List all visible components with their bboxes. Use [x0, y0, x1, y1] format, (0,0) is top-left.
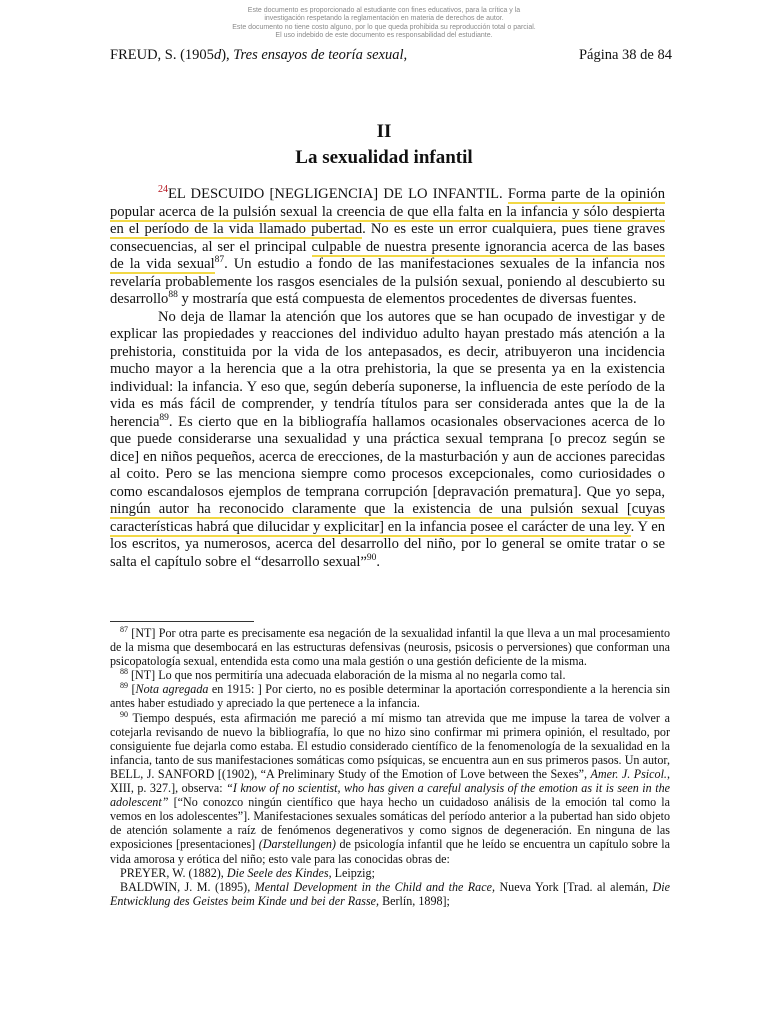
- bib-author: PREYER, W. (1882),: [120, 865, 227, 880]
- bib-place: Berlín, 1898];: [379, 893, 450, 908]
- german-term: (Darstellungen): [258, 837, 336, 852]
- text-run: No deja de llamar la atención que los autores que se han ocupado de investigar y de explicar las propiedades y reacciones del individuo adulto hayan prestado más atención a la prehistoria, constituida por la vida de los antepasados, es decir, atribuyeron una incidencia mucho mayor a la herencia que a la otra prehistoria, la que se presenta ya en la existencia individual: la infancia. Y eso que, según debería suponerse, la influencia de este período de la vida es más fácil de comprender, y tendría títulos para ser considerada antes que la de la herencia: [110, 308, 665, 430]
- notice-line: El uso indebido de este documento es responsabilidad del estudiante.: [275, 31, 493, 39]
- footnote-88: [110, 668, 670, 682]
- journal-title: Amer. J. Psicol.: [590, 766, 667, 781]
- chapter-heading: [0, 119, 768, 171]
- bib-title: Die Seele des Kindes: [226, 865, 329, 880]
- main-text: [110, 186, 665, 571]
- english-quote: “I know of no scientist, who has given a careful analysis of the emotion as it is seen in the adolescent”: [110, 781, 670, 810]
- footnote-ref-88: 88: [168, 290, 178, 301]
- footnote-text: de psicología infantil que he leído se encuentra un capítulo sobre la vida amorosa y erótica del niño; esto vale para las conocidas obras de:: [110, 837, 670, 866]
- text-run: . Es cierto que en la bibliografía hallamos ocasionales observaciones acerca de lo que puede considerarse una sexualidad y una práctica sexual temprana [o precoz según se dice] en niños pequeños, acerca de erecciones, de la masturbación y aun de acciones parecidas al coito. Pero se las menciona siempre como procesos excepcionales, como curiosidades o como escandalosos ejemplos de temprana corrupción [depravación prematura]. Que yo sepa,: [110, 413, 665, 500]
- footnote-text: [NT] Por otra parte es precisamente esa negación de la sexualidad infantil la que lleva a un mal procesamiento de la misma que desembocará en las estructuras defensivas (neurosis, psicosis o perversiones) que conforman una psicopatología sexual, entendida esta como una mala gestión o una gestión deficiente de la misma.: [110, 626, 670, 669]
- footnote-divider: [110, 621, 254, 622]
- notice-line: Este documento no tiene costo alguno, por lo que queda prohibida su reproducción total o parcial.: [232, 23, 536, 31]
- footnote-mark: 89: [120, 681, 128, 691]
- citation-year-letter: d: [213, 47, 222, 63]
- footnote-mark: 88: [120, 667, 128, 677]
- footnote-text: [“No conozco ningún científico que haya hecho un cuidadoso análisis de la emoción tal como la vemos en los adolescentes”]. Manifestaciones sexuales somáticas del período anterior a la pubertad han sido objeto de atención solamente a raíz de fenómenos degenerativos y como signos de degeneración. En ninguna de las exposiciones [presentaciones]: [110, 795, 670, 852]
- bib-place: Nueva York [Trad. al alemán,: [495, 879, 653, 894]
- footnote-text: [NT] Lo que nos permitiría una adecuada elaboración de la misma al no negarla como tal.: [128, 668, 566, 683]
- footnote-text: en 1915: ] Por cierto, no es posible determinar la aportación correspondiente a la herencia sin antes haber estudiado y apreciado la que pertenece a la infancia.: [110, 682, 670, 711]
- bib-title-translation: Die Entwicklung des Geistes beim Kinde und bei der Rasse,: [110, 879, 670, 908]
- citation: [110, 47, 407, 64]
- footnote-ref-90: 90: [366, 552, 377, 563]
- chapter-number: II: [376, 121, 392, 142]
- paragraph-1: [110, 186, 665, 309]
- footnote-text: [: [128, 682, 136, 697]
- chapter-title: La sexualidad infantil: [295, 147, 473, 168]
- footnote-ref-87: 87: [214, 255, 225, 266]
- footnote-mark: 90: [120, 709, 128, 719]
- notice-line: investigación respetando la reglamentación en materia de derechos de autor.: [264, 15, 504, 23]
- bib-author: BALDWIN, J. M. (1895),: [120, 879, 255, 894]
- highlight: culpable de nuestra presente ignorancia acerca de las bases de la vida sexual: [110, 238, 665, 272]
- section-heading: EL DESCUIDO [NEGLIGENCIA] DE LO INFANTIL.: [168, 186, 508, 202]
- notice-line: Este documento es proporcionado al estudiante con fines educativos, para la crítica y la: [247, 7, 521, 14]
- footnote-90: [110, 711, 670, 866]
- paragraph-2: [110, 309, 665, 572]
- citation-sep: ),: [221, 47, 234, 63]
- footnote-87: [110, 626, 670, 668]
- copyright-notice: [0, 7, 768, 40]
- text-run: . Y en los escritos, ya numerosos, acerca del desarrollo del niño, por lo general se omite tratar o se salta el capítulo sobre el “desarrollo sexual”: [110, 518, 665, 570]
- footnote-text: Tiempo después, esta afirmación me pareció a mí mismo tan atrevida que me impuse la tarea de volver a cotejarla revisando de nuevo la bibliografía, lo que no hizo sino confirmar mi primera opinión, el resultado, por consiguiente fue dejarla como estaba. El estudio considerado científico de la fenomenología de la sexualidad en la infancia, tanto de sus manifestaciones somáticas como psíquicas, se encuentra aun en sus primeros pasos. Un autor, BELL, J. SANFORD [(1902), “A Preliminary Study of the Emotion of Love between the Sexes”,: [110, 710, 670, 781]
- bib-title: Mental Development in the Child and the Race,: [254, 879, 495, 894]
- footnote-text: , XIII, p. 327.], observa:: [110, 766, 670, 796]
- page-number: Página 38 de 84: [578, 47, 672, 63]
- bib-place: , Leipzig;: [328, 865, 375, 880]
- footnotes: [110, 626, 670, 908]
- text-run: . No es este un error cualquiera, pues tiene graves consecuencias, al ser el principal: [110, 221, 665, 255]
- text-run: . Un estudio a fondo de las manifestaciones sexuales de la infancia nos revelaría probablemente los rasgos esenciales de la pulsión sexual, poniendo al descubierto su desarrollo: [110, 256, 665, 307]
- bibliography-preyer: [110, 866, 670, 880]
- text-run: y mostraría que está compuesta de elementos procedentes de diversas fuentes.: [177, 291, 637, 307]
- citation-author: FREUD, S. (1905: [110, 47, 214, 63]
- text-run: .: [376, 553, 381, 570]
- footnote-89: [110, 682, 670, 710]
- book-title: Tres ensayos de teoría sexual,: [233, 47, 408, 63]
- highlight: ningún autor ha reconocido claramente que la existencia de una pulsión sexual [cuyas características habrá que dilucidar y explicitar] en la infancia posee el carácter de una ley: [110, 501, 665, 535]
- footnote-ref-89: 89: [159, 412, 169, 423]
- footnote-mark: 87: [120, 624, 128, 634]
- footnote-link-24[interactable]: 24: [158, 184, 168, 196]
- highlight: Forma parte de la opinión popular acerca de la pulsión sexual la creencia de que ella falta en la infancia y sólo despierta en el período de la vida llamado pubertad: [110, 186, 665, 237]
- bibliography-baldwin: [110, 880, 670, 908]
- footnote-italic: Nota agregada: [135, 682, 209, 697]
